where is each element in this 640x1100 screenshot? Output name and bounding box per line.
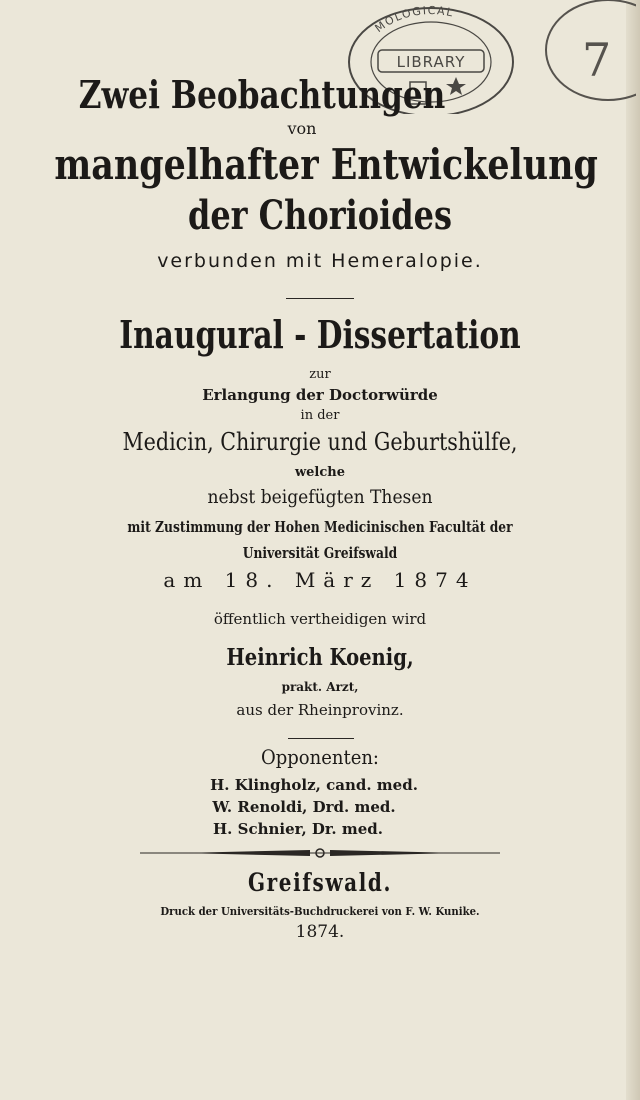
welche: welche	[294, 465, 346, 480]
stamp-center-text: LIBRARY	[396, 53, 466, 71]
datum: am 18. März 1874	[163, 568, 477, 592]
dissertation-heading: Inaugural - Dissertation	[119, 312, 521, 357]
opponent-1: H. Klingholz, cand. med.	[210, 776, 418, 794]
title-von: von	[287, 119, 317, 138]
zur: zur	[309, 367, 331, 382]
universitaet: Universität Greifswald	[242, 544, 398, 562]
stamp-top-text: MOLOGICAL	[372, 3, 456, 36]
divider	[286, 298, 354, 299]
title-line-1: Zwei Beobachtungen	[78, 72, 446, 117]
svg-text:7: 7	[582, 33, 612, 87]
opponent-2: W. Renoldi, Drd. med.	[212, 798, 396, 816]
imprint-printer: Druck der Universitäts-Buchdruckerei von F. W. Kunike.	[160, 905, 480, 918]
imprint-year: 1874.	[295, 922, 345, 942]
title-line-2: mangelhafter Entwickelung	[54, 140, 598, 189]
oeffentlich: öffentlich vertheidigen wird	[213, 610, 427, 628]
author-title: prakt. Arzt,	[281, 680, 359, 694]
thesen: nebst beigefügten Thesen	[207, 486, 433, 508]
zustimmung: mit Zustimmung der Hohen Medicinischen Facultät der	[127, 518, 513, 536]
ornamental-rule-icon	[140, 846, 500, 860]
imprint-city: Greifswald.	[247, 868, 393, 897]
erlangung: Erlangung der Doctorwürde	[202, 386, 438, 404]
faecher: Medicin, Chirurgie und Geburtshülfe,	[122, 428, 518, 456]
opponents-heading: Opponenten:	[260, 745, 380, 769]
divider	[288, 738, 354, 739]
opponent-3: H. Schnier, Dr. med.	[213, 820, 383, 838]
author-origin: aus der Rheinprovinz.	[236, 701, 404, 719]
title-line-4: verbunden mit Hemeralopie.	[157, 250, 483, 272]
author-name: Heinrich Koenig,	[226, 644, 414, 671]
title-line-3: der Chorioides	[187, 192, 453, 239]
in-der: in der	[300, 408, 340, 423]
partial-stamp-icon	[526, 0, 636, 112]
